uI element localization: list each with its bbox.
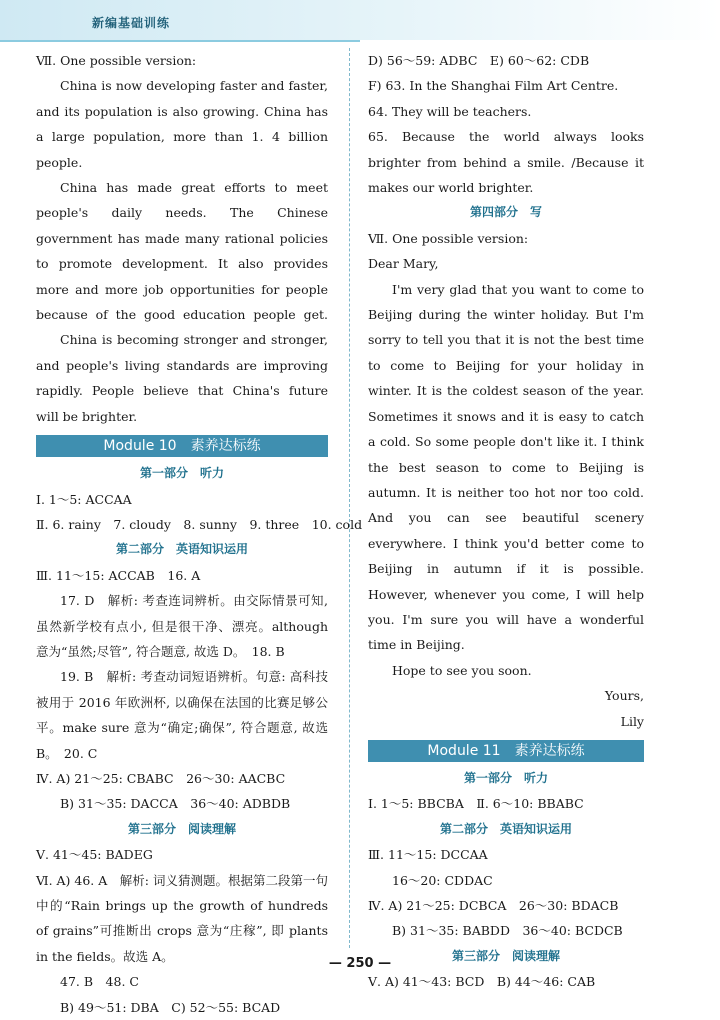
- essay-paragraph-2: China has made great efforts to meet people's daily needs. The Chinese government has made many rational policies to promote development. It also provides more and more job opportunities for people because of the good education people get.: [36, 180, 328, 323]
- answers-iv-b-2: B) 31～35: BABDD 36～40: BCDCB: [392, 923, 623, 939]
- answers-v-2: Ⅴ. A) 41～43: BCD B) 44～46: CAB: [368, 974, 596, 990]
- question-17: 17. D 解析: 考查连词辨析。由交际情景可知, 虽然新学校有点小, 但是很干净、漂亮。although 意为“虽然;尽管”, 符合题意, 故选 D。 18. B: [36, 593, 328, 659]
- letter: [368, 277, 644, 684]
- column-divider: [349, 48, 351, 948]
- answers-49-55: B) 49～51: DBA C) 52～55: BCAD: [60, 999, 281, 1015]
- answer-65: 65. Because the world always looks brighter from behind a smile. /Because it makes our world brighter.: [368, 129, 644, 196]
- section-knowledge: 第二部分 英语知识运用: [115, 542, 248, 557]
- answers-d-e: D) 56～59: ADBC E) 60～62: CDB: [368, 53, 590, 68]
- explanation-46: [36, 868, 328, 970]
- explanations: [36, 588, 328, 766]
- section-writing: 第四部分 写: [469, 205, 542, 220]
- page-number: — 250 —: [328, 956, 392, 971]
- answers-iii-b-2: 16～20: CDDAC: [392, 872, 493, 888]
- letter-closing-line: Hope to see you soon.: [392, 662, 532, 678]
- answers-i: Ⅰ. 1～5: ACCAA: [36, 491, 132, 507]
- writing-label: Ⅶ. One possible version:: [36, 53, 197, 68]
- letter-signature: Lily: [620, 713, 644, 729]
- answers-iii: Ⅲ. 11～15: ACCAB 16. A: [36, 567, 201, 583]
- answers-47-48: 47. B 48. C: [60, 974, 139, 990]
- header-rule: [0, 40, 360, 42]
- section-listening: 第一部分 听力: [139, 466, 224, 481]
- module-11-band: Module 11 素养达标练: [368, 740, 644, 762]
- section-listening-2: 第一部分 听力: [463, 770, 548, 785]
- answers-listening-2: Ⅰ. 1～5: BBCBA Ⅱ. 6～10: BBABC: [368, 796, 584, 812]
- writing-label-right: Ⅶ. One possible version:: [368, 230, 529, 246]
- answers-ii: Ⅱ. 6. rainy 7. cloudy 8. sunny 9. three 10. cold: [36, 516, 363, 532]
- answers-iv-b: B) 31～35: DACCA 36～40: ADBDB: [60, 796, 291, 812]
- module-10-band: Module 10 素养达标练: [36, 435, 328, 457]
- answer-63: F) 63. In the Shanghai Film Art Centre.: [368, 78, 619, 94]
- letter-body: I'm very glad that you want to come to Beijing during the winter holiday. But I'm sorry to tell you that it is not the best time to come to Beijing for your holiday in winter. It is the coldest season of the year. Sometimes it snows and it is easy to catch a cold. So some people don't like it. I think the best season to come to Beijing is autumn. It is neither too hot nor too cold. And you can see beautiful scenery everywhere. I think you'd better come to Beijing in autumn if it is possible. However, whenever you come, I will help you. I'm sure you will have a wonderful time in Beijing.: [368, 281, 644, 653]
- letter-salutation: Dear Mary,: [368, 256, 439, 272]
- answers-iv-a-2: Ⅳ. A) 21～25: DCBCA 26～30: BDACB: [368, 898, 619, 913]
- answers-v: Ⅴ. 41～45: BADEG: [36, 847, 153, 863]
- answer-65-block: [368, 124, 644, 200]
- answer-64: 64. They will be teachers.: [368, 103, 532, 119]
- answers-iii-a-2: Ⅲ. 11～15: DCCAA: [368, 847, 488, 863]
- right-column: [368, 48, 644, 995]
- section-knowledge-2: 第二部分 英语知识运用: [439, 821, 572, 836]
- answers-iv-a: Ⅳ. A) 21～25: CBABC 26～30: AACBC: [36, 770, 286, 786]
- section-reading-2: 第三部分 阅读理解: [451, 948, 560, 963]
- essay: [36, 73, 328, 429]
- letter-yours: Yours,: [604, 688, 644, 704]
- book-title: 新编基础训练: [92, 16, 171, 30]
- essay-paragraph-3: China is becoming stronger and stronger, and people's living standards are improving rapidly. People believe that China's future will be brighter.: [36, 332, 328, 424]
- essay-paragraph-1: China is now developing faster and faster, and its population is also growing. China has a large population, more than 1. 4 billion people.: [36, 78, 328, 170]
- section-reading: 第三部分 阅读理解: [127, 821, 236, 836]
- question-19: 19. B 解析: 考查动词短语辨析。句意: 高科技被用于 2016 年欧洲杯, 以确保在法国的比赛足够公平。make sure 意为“确定;确保”, 符合题意, 故选 B。 20. C: [36, 669, 328, 761]
- question-46: Ⅵ. A) 46. A 解析: 词义猜测题。根据第二段第一句中的“Rain brings up the growth of hundreds of grains”可推断出 crops 意为“庄稼”, 即 plants in the fields。故选 A。: [36, 872, 328, 964]
